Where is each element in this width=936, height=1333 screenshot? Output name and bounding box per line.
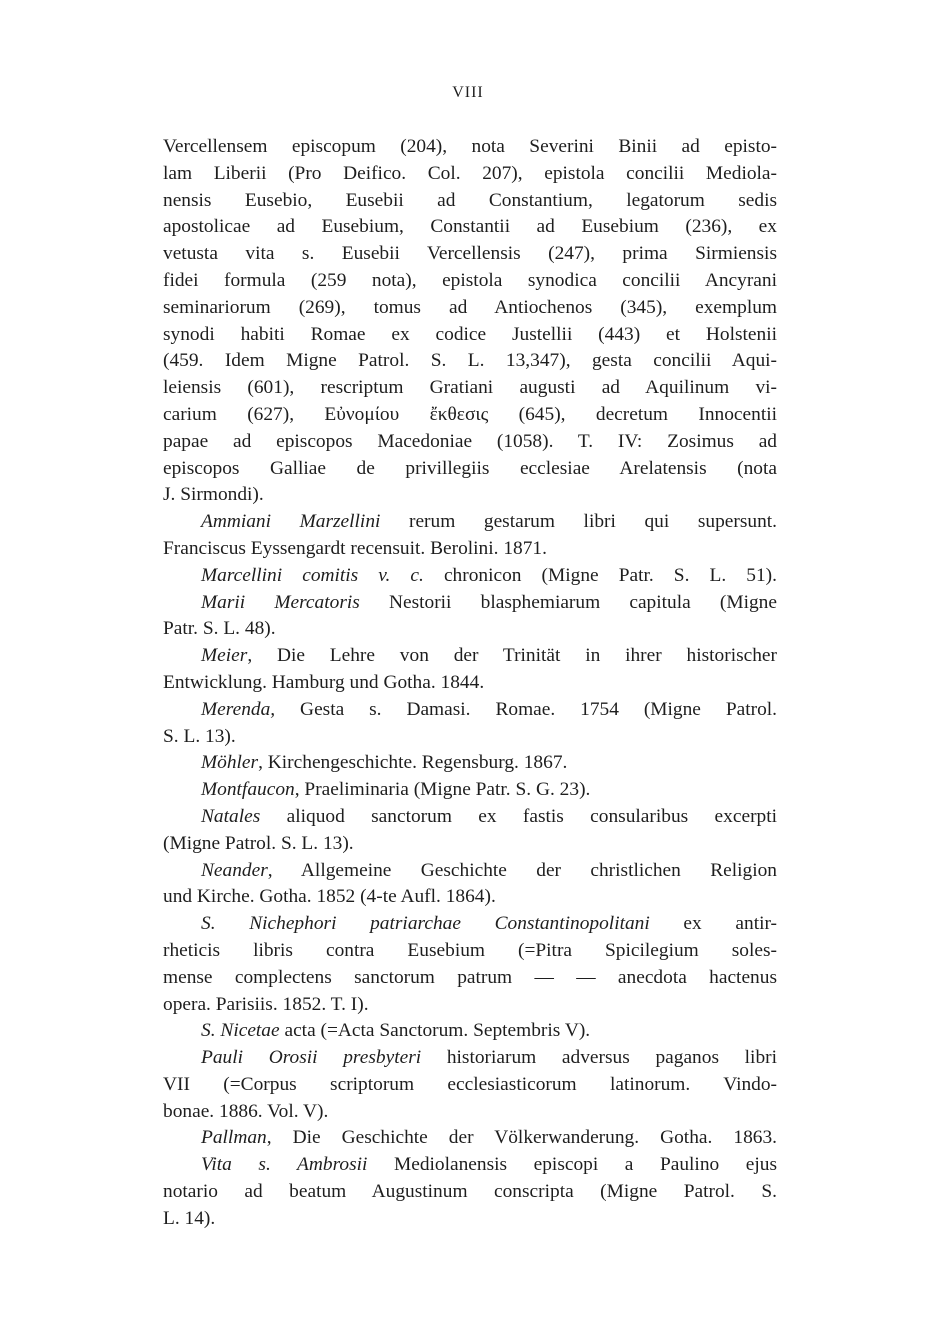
line-text: Mediolanensis episcopi a Paulino ejus [367, 1154, 777, 1176]
line-text: Patr. S. L. 48). [163, 618, 276, 640]
author-name: Vita s. Ambrosii [201, 1154, 368, 1176]
text-line [163, 1045, 777, 1072]
author-name: Merenda, [201, 698, 276, 720]
text-line [163, 268, 777, 295]
author-name: S. Nicetae [201, 1020, 280, 1042]
text-line [163, 804, 777, 831]
text-line [163, 134, 777, 161]
line-text: und Kirche. Gotha. 1852 (4-te Aufl. 1864). [163, 886, 496, 908]
text-line [163, 322, 777, 349]
line-text: rheticis libris contra Eusebium (=Pitra Spicilegium soles- [163, 939, 777, 961]
text-line [163, 429, 777, 456]
text-line [163, 884, 777, 911]
line-text: synodi habiti Romae ex codice Justellii (443) et Holstenii [163, 323, 777, 345]
text-line [163, 375, 777, 402]
author-name: Neander [201, 859, 268, 881]
text-line [163, 1072, 777, 1099]
author-name: Meier [201, 645, 248, 667]
text-line [163, 992, 777, 1019]
author-name: Natales [201, 805, 261, 827]
text-line [163, 536, 777, 563]
text-line [163, 965, 777, 992]
line-text: Gesta s. Damasi. Romae. 1754 (Migne Patrol. [275, 698, 777, 720]
text-line [163, 161, 777, 188]
text-line [163, 858, 777, 885]
author-name: Pallman [201, 1127, 267, 1149]
text-line [163, 456, 777, 483]
text-line [163, 697, 777, 724]
text-line [163, 831, 777, 858]
text-line [163, 1152, 777, 1179]
line-text: ex antir- [649, 913, 777, 935]
line-text: , Praeliminaria (Migne Patr. S. G. 23). [294, 779, 591, 801]
line-text: lam Liberii (Pro Deifico. Col. 207), epistola concilii Mediola- [163, 162, 777, 184]
line-text: chronicon (Migne Patr. S. L. 51). [423, 564, 777, 586]
line-text: (459. Idem Migne Patrol. S. L. 13,347), gesta concilii Aqui- [163, 350, 777, 372]
text-line [163, 1125, 777, 1152]
body-text [163, 134, 777, 1233]
text-line [163, 1099, 777, 1126]
line-text: nensis Eusebio, Eusebii ad Constantium, legatorum sedis [163, 189, 777, 211]
text-line [163, 348, 777, 375]
line-text: bonae. 1886. Vol. V). [163, 1100, 329, 1122]
page-number: VIII [452, 84, 484, 101]
text-line [163, 750, 777, 777]
line-text: VII (=Corpus scriptorum ecclesiasticorum latinorum. Vindo- [163, 1073, 777, 1095]
line-text: L. 14). [163, 1207, 216, 1229]
line-text: leiensis (601), rescriptum Gratiani augusti ad Aquilinum vi- [163, 377, 777, 399]
author-name: Marii Mercatoris [201, 591, 360, 613]
text-line [163, 1018, 777, 1045]
line-text: apostolicae ad Eusebium, Constantii ad Eusebium (236), ex [163, 216, 777, 238]
text-line [163, 214, 777, 241]
line-text: Vercellensem episcopum (204), nota Severini Binii ad episto- [163, 136, 777, 157]
text-line [163, 616, 777, 643]
author-name: Marcellini comitis v. c. [201, 564, 424, 586]
line-text: , Die Geschichte der Völkerwanderung. Gotha. 1863. [266, 1127, 777, 1149]
author-name: Montfaucon [201, 779, 295, 801]
line-text: historiarum adversus paganos libri [421, 1047, 777, 1069]
line-text: carium (627), Εὐνομίου ἔκθεσις (645), decretum Innocentii [163, 403, 777, 425]
line-text: Entwicklung. Hamburg und Gotha. 1844. [163, 671, 485, 693]
text-line [163, 643, 777, 670]
line-text: papae ad episcopos Macedoniae (1058). T. IV: Zosimus ad [163, 430, 777, 452]
text-line [163, 402, 777, 429]
text-line [163, 295, 777, 322]
line-text: rerum gestarum libri qui supersunt. [380, 511, 777, 533]
text-line [163, 1179, 777, 1206]
line-text: episcopos Galliae de privillegiis ecclesiae Arelatensis (nota [163, 457, 777, 479]
text-line [163, 777, 777, 804]
author-name: Pauli Orosii presbyteri [201, 1047, 422, 1069]
text-line [163, 241, 777, 268]
author-name: S. Nichephori patriarchae Constantinopolitani [201, 913, 650, 935]
line-text: seminariorum (269), tomus ad Antiochenos (345), exemplum [163, 296, 777, 318]
line-text: , Allgemeine Geschichte der christlichen Religion [267, 859, 777, 881]
line-text: vetusta vita s. Eusebii Vercellensis (247), prima Sirmiensis [163, 243, 777, 265]
text-line [163, 509, 777, 536]
text-line [163, 724, 777, 751]
author-name: Ammiani Marzellini [201, 511, 381, 533]
line-text: notario ad beatum Augustinum conscripta (Migne Patrol. S. [163, 1181, 777, 1203]
author-name: Möhler [201, 752, 259, 774]
text-line [163, 563, 777, 590]
line-text: Franciscus Eyssengardt recensuit. Berolini. 1871. [163, 537, 547, 559]
text-line [163, 911, 777, 938]
line-text: opera. Parisiis. 1852. T. I). [163, 993, 369, 1015]
line-text: mense complectens sanctorum patrum — — anecdota hactenus [163, 966, 777, 988]
line-text: S. L. 13). [163, 725, 236, 747]
line-text: Nestorii blasphemiarum capitula (Migne [359, 591, 777, 613]
line-text: acta (=Acta Sanctorum. Septembris V). [279, 1020, 591, 1042]
text-line [163, 590, 777, 617]
line-text: aliquod sanctorum ex fastis consularibus excerpti [260, 805, 777, 827]
line-text: fidei formula (259 nota), epistola synodica concilii Ancyrani [163, 269, 777, 291]
line-text: , Die Lehre von der Trinität in ihrer historischer [247, 645, 777, 667]
text-line [163, 482, 777, 509]
line-text: (Migne Patrol. S. L. 13). [163, 832, 354, 854]
text-line [163, 1206, 777, 1233]
line-text: , Kirchengeschichte. Regensburg. 1867. [258, 752, 568, 774]
line-text: J. Sirmondi). [163, 484, 264, 506]
text-line [163, 188, 777, 215]
text-line [163, 938, 777, 965]
text-line [163, 670, 777, 697]
